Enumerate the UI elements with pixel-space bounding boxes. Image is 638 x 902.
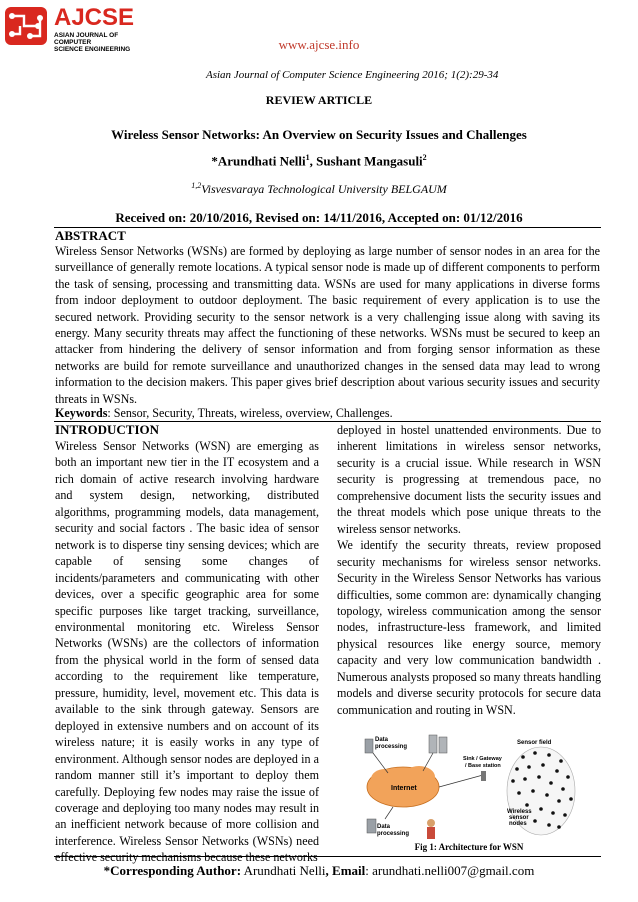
gateway-icon bbox=[481, 771, 486, 781]
label-sensor-field: Sensor field bbox=[517, 740, 552, 746]
journal-url[interactable]: www.ajcse.info bbox=[278, 37, 360, 52]
article-affiliation: $^{1,2}$Visvesvaraya Technological University BELGAUM bbox=[191, 181, 447, 196]
person-icon bbox=[427, 819, 435, 827]
divider-top bbox=[54, 227, 601, 228]
label-data-bottom: Data bbox=[377, 824, 391, 830]
introduction-heading: INTRODUCTION bbox=[55, 422, 160, 437]
article-title: Wireless Sensor Networks: An Overview on Security Issues and Challenges bbox=[111, 127, 527, 142]
logo-subtitle: ASIAN JOURNAL OF COMPUTER SCIENCE ENGINEERING bbox=[54, 32, 131, 53]
label-data-top: Data bbox=[375, 737, 389, 743]
corresponding-author: *Corresponding Author: Arundhati Nelli, Email: arundhati.nelli007@gmail.com bbox=[103, 863, 535, 878]
introduction-paragraph-3: We identify the security threats, review proposed security mechanisms for wireless sensor networks. Security in the Wireless Sensor Networks has various difficulties, some common are: dynamically changing topology, wireless communication among the sensor nodes, infrastructure-less framework, and limited physical resources like energy source, memory capacity and very low communication bandwidth . Numerous analysts proposed so many threats handling models and diverse security protocols for secure data communication and routing in WSN. bbox=[337, 538, 602, 717]
article-authors: *Arundhati Nelli$^1$, Sushant Mangasuli$^2$ bbox=[211, 153, 427, 169]
article-type: REVIEW ARTICLE bbox=[265, 93, 373, 107]
figure-caption: Fig 1: Architecture for WSN bbox=[414, 842, 524, 852]
author-email[interactable]: : arundhati.nelli007@gmail.com bbox=[365, 863, 535, 878]
introduction-paragraph-1: Wireless Sensor Networks (WSN) are emerging as both an important new tier in the IT ecosystem and a rich domain of active research involving hardware and system design, networking, distributed algorithms, programming models, data management, security and social factors . The basic idea of sensor network is to disperse tiny sensing devices; which are capable of sensing some changes of incidents/parameters and communicating with other devices, over a specific geographic area for some specific purposes like target tracking, surveillance, environmental monitoring etc. Wireless Sensor Networks (WSNs) are the collectors of information from the physical world in the form of sensed data according to the requirement like temperature, pressure, humidity, level, movement etc. This data is available to the sink through gateway. Sensors are deployed in extensive numbers and on account of its wireless nature; it is easily works in any type of environment. Although sensor nodes are deployed in a random manner still it’s important to deploy them carefully. Deploying few nodes may raise the issue of coverage and deploying too many nodes may result in an inefficient network because of more collision and interference. Wireless Sensor Networks (WSNs) need effective security mechanisms because these networks bbox=[55, 439, 319, 865]
keywords: Keywords: Sensor, Security, Threats, wireless, overview, Challenges. bbox=[55, 406, 393, 420]
abstract-text: Wireless Sensor Networks (WSNs) are formed by deploying as large number of sensor nodes in an area for the surveillance of generally remote locations. A typical sensor node is made up of different components to perform the task of sensing, processing and transmitting data. WSNs are used for many applications in diverse forms from indoor deployment to outdoor deployment. The basic requirement of every application is to use the secured network. Providing security to the sensor network is a very challenging issue along with saving its energy. Many security threats may affect the functioning of these networks. WSNs must be secured to keep an attacker from hindering the delivery of sensor information and from forging sensor information as these networks are build for remote surveillance and unauthorized changes in the sensed data may lead to wrong information to the decision makers. This paper gives brief description about various security issues and security threats in WSNs. bbox=[55, 244, 600, 406]
journal-citation: Asian Journal of Computer Science Engineering 2016; 1(2):29-34 bbox=[206, 69, 499, 81]
introduction-right-column bbox=[337, 422, 601, 718]
label-base-station: / Base station bbox=[465, 763, 501, 769]
computer-icon-top bbox=[365, 739, 373, 753]
introduction-paragraph-2: deployed in hostel unattended environments. Due to inherent limitations in wireless sensor networks, security is a crucial issue. While research in WSN security is progressing at tremendous pace, no comprehensive document lists the security issues and the threat models which pose unique threats to the wireless sensor networks. bbox=[337, 423, 601, 536]
label-wireless: Wireless bbox=[507, 809, 532, 815]
logo-name: AJCSE bbox=[54, 4, 135, 31]
label-processing-bottom: processing bbox=[377, 831, 410, 837]
label-processing-top: processing bbox=[375, 744, 408, 750]
wsn-architecture-figure bbox=[363, 733, 577, 841]
article-dates: Received on: 20/10/2016, Revised on: 14/11/2016, Accepted on: 01/12/2016 bbox=[115, 210, 523, 225]
label-internet: Internet bbox=[391, 785, 417, 792]
divider-footer bbox=[54, 856, 601, 857]
abstract-heading: ABSTRACT bbox=[55, 228, 126, 243]
introduction-left-column bbox=[55, 438, 319, 866]
label-nodes: nodes bbox=[509, 821, 527, 827]
label-sink: Sink / Gateway bbox=[463, 756, 502, 762]
label-sensor: sensor bbox=[509, 815, 529, 821]
